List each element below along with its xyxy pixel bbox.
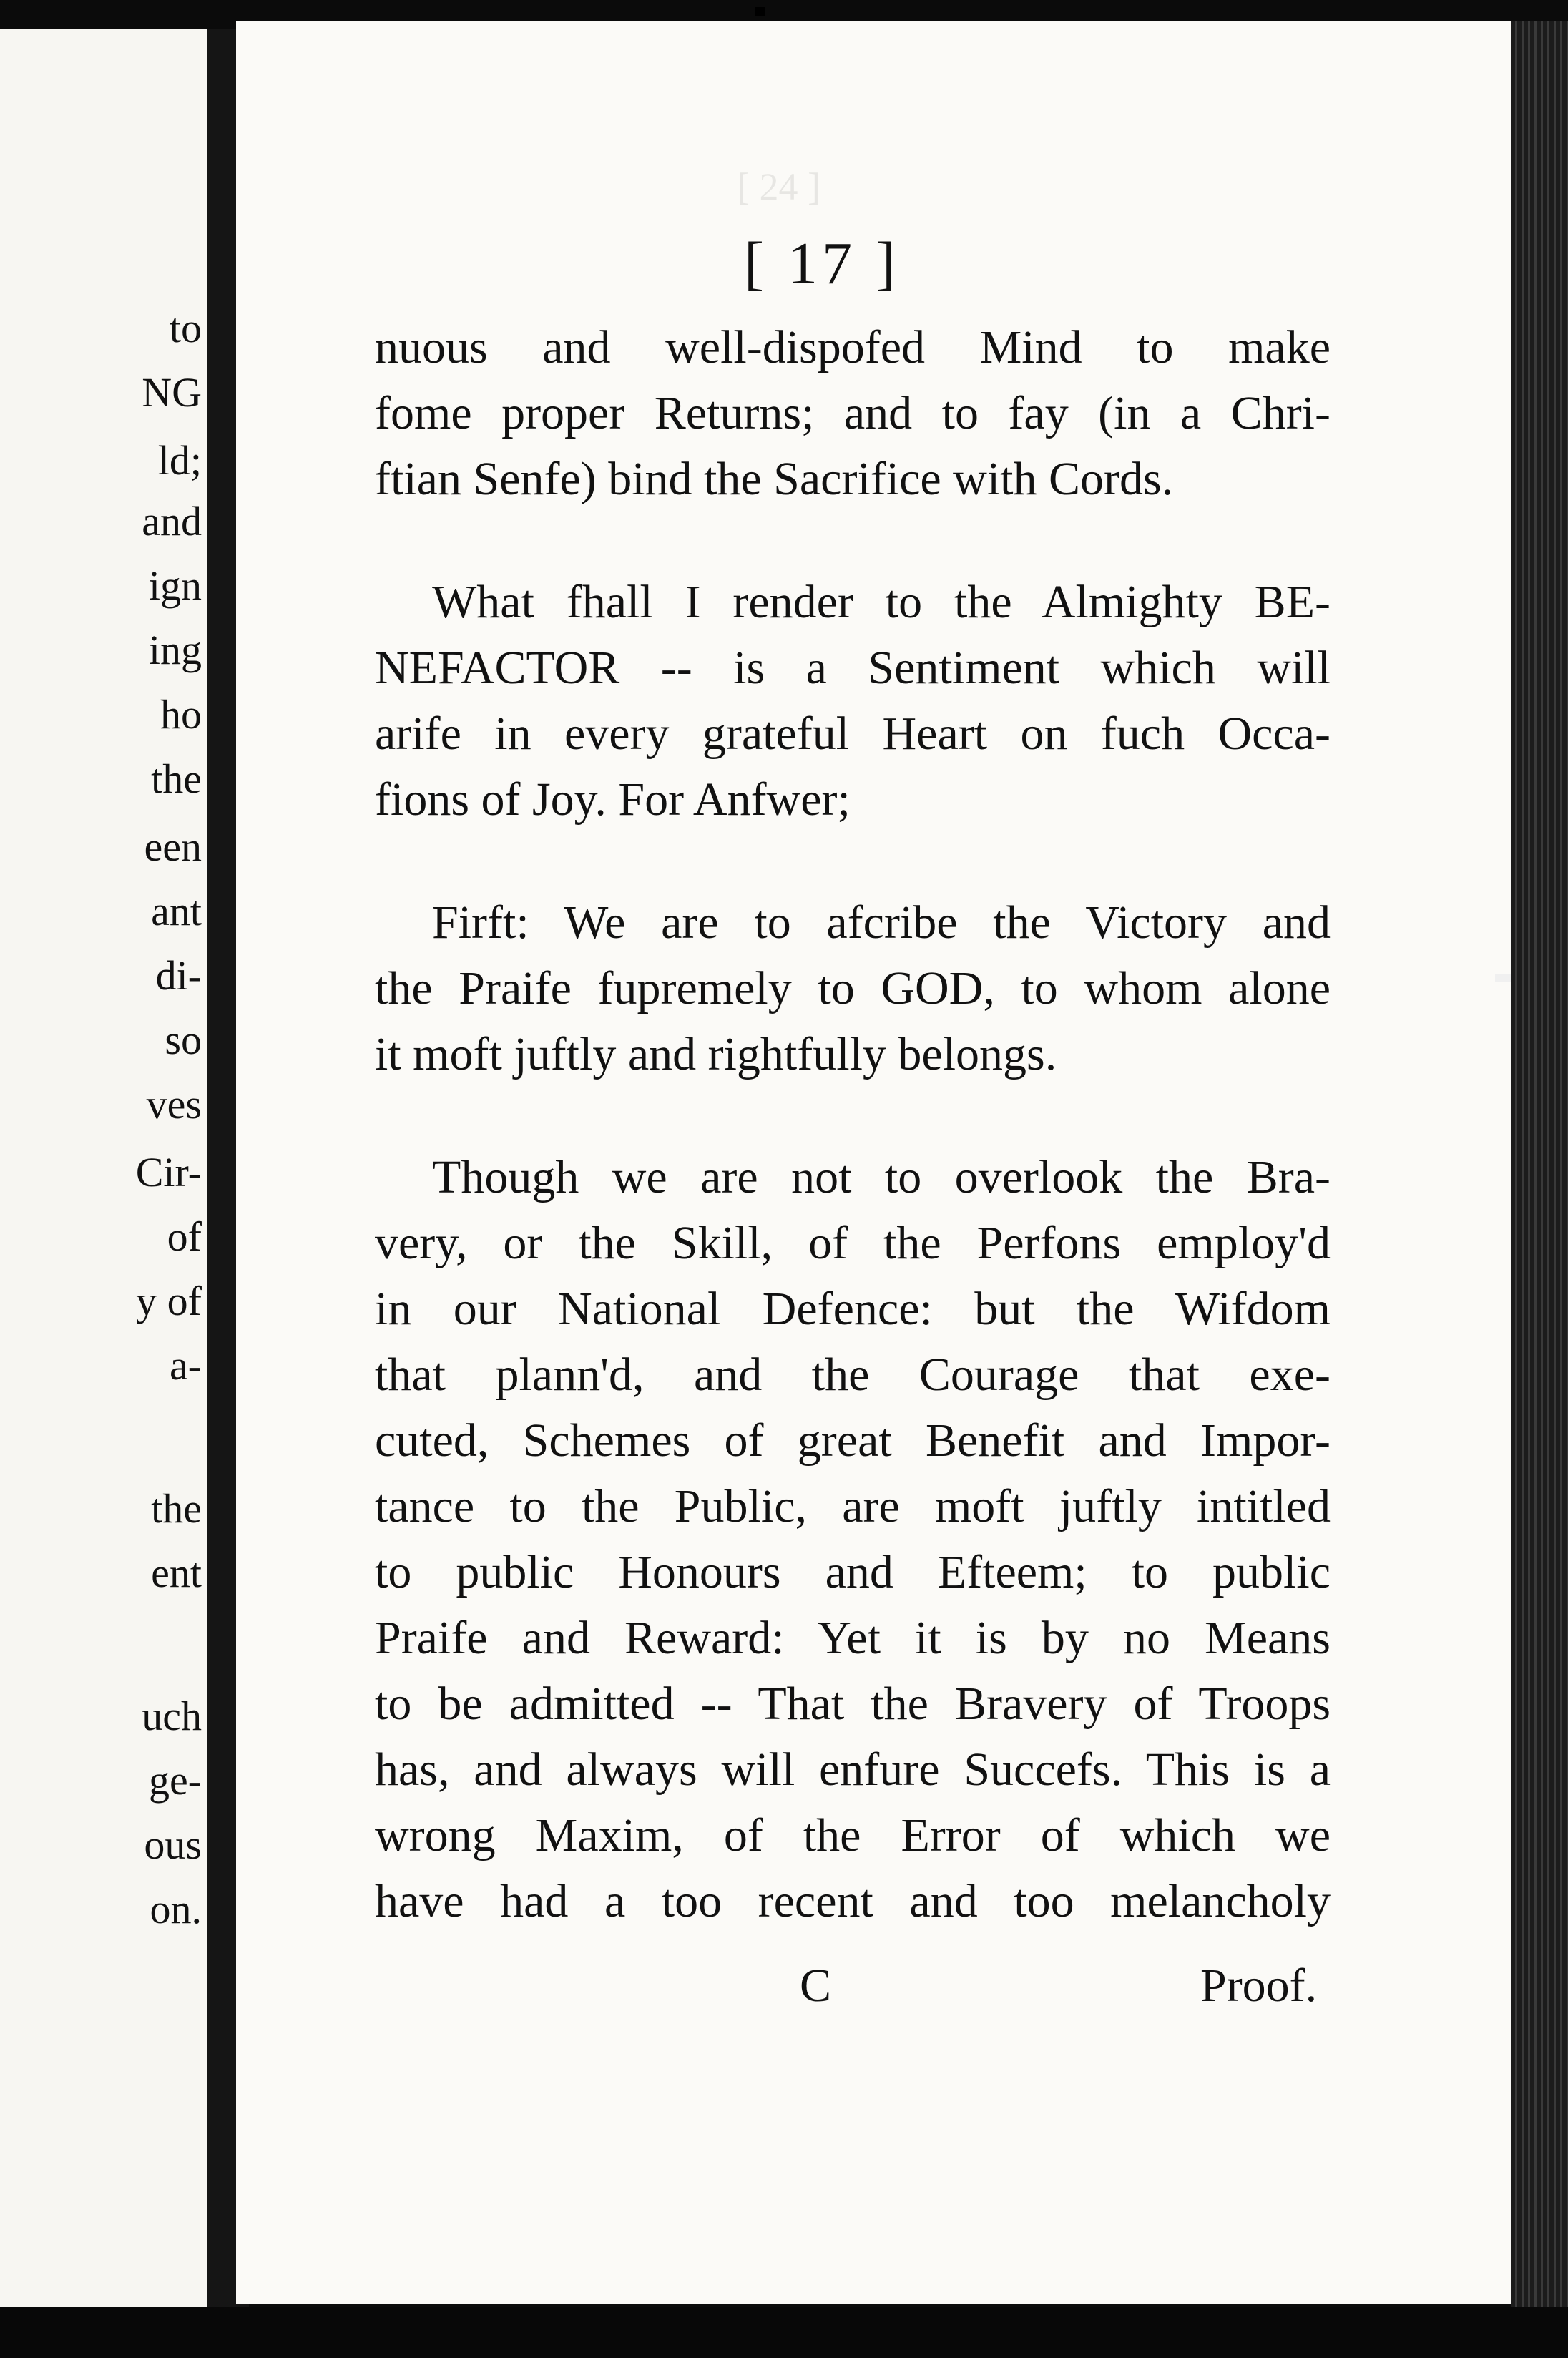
left-page-fragment: ign	[148, 562, 202, 609]
left-page-fragment: of	[167, 1213, 202, 1260]
text-line: ftian Senfe) bind the Sacrifice with Cords.	[375, 453, 1174, 505]
text-line: Though we are not to overlook the Bra-	[432, 1151, 1331, 1203]
left-page-fragment: and	[142, 498, 202, 544]
left-page-fragment: a-	[169, 1342, 202, 1389]
text-line: it moft juftly and rightfully belongs.	[375, 1028, 1057, 1080]
left-page-fragment: the	[151, 755, 202, 802]
text-line: cuted, Schemes of great Benefit and Impor-	[375, 1414, 1331, 1467]
text-line: tance to the Public, are moft juftly intitled	[375, 1480, 1331, 1532]
bleed-through-text: [ 24 ]	[737, 165, 820, 208]
left-page-fragment: ous	[144, 1821, 202, 1868]
signature-mark: C	[800, 1960, 832, 2012]
text-line: Praife and Reward: Yet it is by no Means	[375, 1612, 1331, 1664]
text-line: arife in every grateful Heart on fuch Occa-	[375, 708, 1331, 760]
text-line: the Praife fupremely to GOD, to whom alone	[375, 962, 1331, 1014]
page-number: [ 17 ]	[744, 230, 900, 297]
text-line: Firft: We are to afcribe the Victory and	[432, 896, 1331, 949]
left-page-fragment: ant	[151, 888, 202, 934]
text-line: nuous and well-dispofed Mind to make	[375, 321, 1331, 373]
text-line: fome proper Returns; and to fay (in a Chri-	[375, 387, 1331, 439]
text-line: to public Honours and Efteem; to public	[375, 1546, 1331, 1598]
left-page-fragment: ves	[146, 1081, 202, 1127]
scan-background	[0, 2307, 1568, 2358]
catchword: Proof.	[1200, 1960, 1318, 2012]
text-line: What fhall I render to the Almighty BE-	[432, 576, 1331, 628]
text-line: wrong Maxim, of the Error of which we	[375, 1809, 1331, 1862]
left-page-fragment: di-	[155, 952, 202, 999]
text-line: has, and always will enfure Succefs. This is a	[375, 1743, 1331, 1796]
left-page-fragment: uch	[142, 1693, 202, 1739]
scan-mark	[755, 7, 765, 16]
text-line: NEFACTOR -- is a Sentiment which will	[375, 642, 1331, 694]
left-page-fragment: ge-	[148, 1757, 202, 1804]
text-line: very, or the Skill, of the Perfons employ'd	[375, 1217, 1331, 1269]
text-line: fions of Joy. For Anfwer;	[375, 773, 851, 826]
left-page-fragment: so	[165, 1017, 202, 1063]
left-page-fragment: een	[144, 823, 202, 870]
left-page-fragment: on.	[150, 1886, 202, 1932]
left-page-fragment: the	[151, 1485, 202, 1532]
left-page-fragment: ld;	[157, 437, 202, 484]
text-line: to be admitted -- That the Bravery of Troops	[375, 1678, 1331, 1730]
left-page-fragment: to	[169, 305, 202, 351]
text-line: in our National Defence: but the Wifdom	[375, 1283, 1331, 1335]
page-stack-edge	[1511, 21, 1568, 2311]
left-page-fragment: ho	[160, 691, 202, 738]
left-page-fragment: NG	[142, 369, 202, 416]
text-line: have had a too recent and too melancholy	[375, 1875, 1331, 1927]
text-line: that plann'd, and the Courage that exe-	[375, 1349, 1331, 1401]
left-page-fragment: Cir-	[135, 1149, 202, 1195]
scan-mark	[1495, 974, 1511, 982]
left-page-fragment: ing	[148, 627, 202, 673]
left-page-fragment: y of	[136, 1278, 202, 1324]
left-page-fragment: ent	[151, 1550, 202, 1596]
body-text	[375, 315, 1331, 1934]
